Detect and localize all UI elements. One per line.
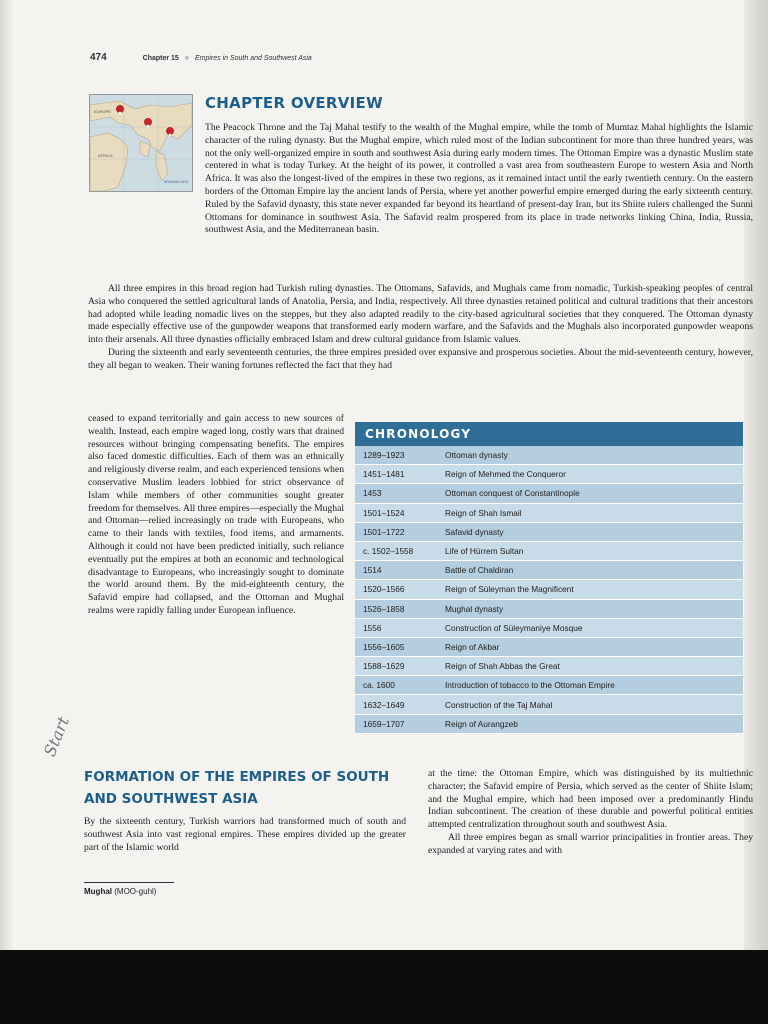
section-heading-line-1: FORMATION OF THE EMPIRES OF SOUTH bbox=[84, 769, 390, 785]
chronology-year: 1451–1481 bbox=[363, 469, 405, 480]
chronology-event: Life of Hürrem Sultan bbox=[445, 546, 524, 557]
glossary-pronunciation: (MOO-guhl) bbox=[114, 887, 157, 896]
section-right-paragraph-2: All three empires began as small warrior principalities in frontier areas. They expanded at varying rates and with bbox=[428, 831, 753, 856]
overview-paragraph-3-column: ceased to expand territorially and gain access to new sources of wealth. Instead, each empire waged long, costly wars that drained resources without bringing compensating benefits. The empires also faced domestic difficulties. Each of them was an ethnically and religiously diverse realm, and each experienced tensions when conservative Muslim leaders lobbied for strict observance of Islam while members of other communities sought greater freedom for themselves. All three empires—especially the Mughal and Ottoman—relied increasingly on trade with Europeans, who came to their lands with textiles, food items, and armaments. Although it could not have been predicted initially, such reliance eventually put the empires at both an economic and technological disadvantage to Europeans, who increasingly sought to dominate the world around them. By the mid-eighteenth century, the Safavid empire had collapsed, and the Ottoman and Mughal realms were rapidly falling under European influence. bbox=[88, 413, 345, 616]
chronology-year: 1289–1923 bbox=[363, 450, 405, 461]
glossary-entry bbox=[84, 887, 156, 896]
chronology-row bbox=[355, 523, 743, 542]
chronology-row bbox=[355, 446, 743, 465]
section-right-paragraph-1: at the time: the Ottoman Empire, which was distinguished by its multiethnic character; the Safavid empire of Persia, which served as the center of Shiite Islam; and the Mughal empire, which had been imposed over a predominantly Hindu Indian subcontinent. The creation of these durable and powerful political entities attempted centralization throughout south and southwest Asia. bbox=[428, 768, 753, 831]
page-spine-shadow bbox=[0, 0, 14, 950]
chronology-row bbox=[355, 580, 743, 599]
chronology-row bbox=[355, 676, 743, 695]
chronology-event: Safavid dynasty bbox=[445, 526, 504, 537]
chronology-year: 1556–1605 bbox=[363, 641, 405, 652]
chronology-event: Battle of Chaldiran bbox=[445, 565, 514, 576]
running-header bbox=[90, 52, 312, 63]
chronology-row bbox=[355, 657, 743, 676]
chronology-event: Reign of Shah Ismail bbox=[445, 507, 522, 518]
chronology-year: 1556 bbox=[363, 622, 382, 633]
chronology-event: Reign of Aurangzeb bbox=[445, 718, 518, 729]
chronology-year: 1588–1629 bbox=[363, 661, 405, 672]
map-label-africa: AFRICA bbox=[98, 153, 113, 158]
chronology-event: Reign of Akbar bbox=[445, 641, 500, 652]
chronology-event: Reign of Shah Abbas the Great bbox=[445, 661, 560, 672]
overview-paragraph-1: The Peacock Throne and the Taj Mahal testify to the wealth of the Mughal empire, while the tomb of Mumtaz Mahal highlights the Islamic character of the ruling dynasty. But the Mughal empire, which ruled most of the Indian subcontinent for more than three hundred years, was not the only well-organized empire in south and southwest Asia during early modern times. The Ottoman Empire was a dynastic Muslim state centered in what is today Turkey. At the height of its power, it controlled a vast area from southeastern Europe to western Asia and North Africa. It was also the longest-lived of the empires in these two regions, as it remained intact until the early twentieth century. On the eastern borders of the Ottoman Empire lay the ancient lands of Persia, where yet another powerful empire emerged during the early sixteenth century. Ruled by the Safavid dynasty, this state never expanded far beyond its heartland of present-day Iran, but its Shiite rulers challenged the Sunni Ottomans for dominance in southwest Asia. The Safavid realm prospered from its place in trade networks linking China, India, Russia, southwest Asia, and the Mediterranean basin. bbox=[205, 122, 753, 236]
chronology-heading: CHRONOLOGY bbox=[355, 422, 743, 446]
section-left-paragraph: By the sixteenth century, Turkish warriors had transformed much of south and southwest Asia into vast regional empires. These empires divided up the greater part of the Islamic world bbox=[84, 816, 406, 853]
chronology-row bbox=[355, 504, 743, 523]
chronology-event: Ottoman dynasty bbox=[445, 450, 508, 461]
chronology-row bbox=[355, 715, 743, 734]
chronology-event: Reign of Mehmed the Conqueror bbox=[445, 469, 566, 480]
chronology-event: Ottoman conquest of Constantinople bbox=[445, 488, 580, 499]
chronology-row bbox=[355, 561, 743, 580]
chronology-row bbox=[355, 619, 743, 638]
section-right-column bbox=[428, 768, 753, 858]
chronology-event: Construction of the Taj Mahal bbox=[445, 699, 553, 710]
chronology-event: Mughal dynasty bbox=[445, 603, 504, 614]
overview-paragraph-3-left bbox=[88, 413, 344, 618]
chronology-year: 1453 bbox=[363, 488, 382, 499]
map-label-europe: EUROPE bbox=[94, 109, 111, 114]
section-heading bbox=[84, 766, 389, 810]
chronology-row bbox=[355, 542, 743, 561]
glossary-rule bbox=[84, 882, 174, 883]
region-map-graphic bbox=[90, 95, 192, 191]
chapter-title: Empires in South and Southwest Asia bbox=[194, 55, 312, 62]
region-map-thumbnail bbox=[89, 94, 193, 192]
section-left-column bbox=[84, 816, 406, 854]
chapter-label: Chapter 15 bbox=[142, 55, 179, 62]
chronology-event: Introduction of tobacco to the Ottoman Empire bbox=[445, 680, 615, 691]
handwritten-margin-note: Start bbox=[40, 713, 73, 760]
chronology-event: Reign of Süleyman the Magnificent bbox=[445, 584, 574, 595]
chronology-row bbox=[355, 484, 743, 503]
chronology-year: 1501–1524 bbox=[363, 507, 405, 518]
page-number: 474 bbox=[90, 52, 107, 63]
overview-paragraph-1-top bbox=[205, 122, 753, 262]
overview-paragraph-2: All three empires in this broad region had Turkish ruling dynasties. The Ottomans, Safavids, and Mughals came from nomadic, Turkish-speaking peoples of central Asia who conquered the settled agricultural lands of Anatolia, Persia, and India, respectively. All three dynasties retained political and cultural traditions that their ancestors had adopted while leading nomadic lives on the steppes, but they also adapted readily to the city-based agricultural societies that they conquered. The Ottoman dynasty made especially effective use of the gunpowder weapons that transformed early modern warfare, and the Safavids and the Mughals also incorporated gunpowder weapons into their arsenals. All three dynasties officially embraced Islam and drew cultural guidance from Islamic values. bbox=[88, 283, 753, 346]
chronology-year: 1632–1649 bbox=[363, 699, 405, 710]
chronology-row bbox=[355, 638, 743, 657]
overview-body-full bbox=[88, 283, 753, 373]
chronology-year: c. 1502–1558 bbox=[363, 546, 414, 557]
chronology-row bbox=[355, 465, 743, 484]
chronology-year: 1514 bbox=[363, 565, 382, 576]
overview-paragraph-3-top: During the sixteenth and early seventeenth centuries, the three empires presided over expansive and prosperous societies. About the mid-seventeenth century, however, they all began to weaken. Their waning fortunes reflected the fact that they had bbox=[88, 346, 753, 371]
chronology-row bbox=[355, 600, 743, 619]
chapter-overview-heading: CHAPTER OVERVIEW bbox=[205, 94, 383, 112]
chronology-row bbox=[355, 695, 743, 714]
chronology-year: ca. 1600 bbox=[363, 680, 395, 691]
header-separator: ■ bbox=[184, 55, 190, 62]
chronology-box bbox=[355, 422, 743, 732]
section-heading-line-2: AND SOUTHWEST ASIA bbox=[84, 791, 258, 807]
chronology-year: 1526–1858 bbox=[363, 603, 405, 614]
map-label-arabian-sea: ARABIAN SEA bbox=[164, 180, 188, 184]
glossary-term: Mughal bbox=[84, 887, 112, 896]
chronology-year: 1520–1566 bbox=[363, 584, 405, 595]
chronology-table bbox=[355, 446, 743, 734]
chronology-event: Construction of Süleymaniye Mosque bbox=[445, 622, 583, 633]
chronology-year: 1501–1722 bbox=[363, 526, 405, 537]
chronology-year: 1659–1707 bbox=[363, 718, 405, 729]
